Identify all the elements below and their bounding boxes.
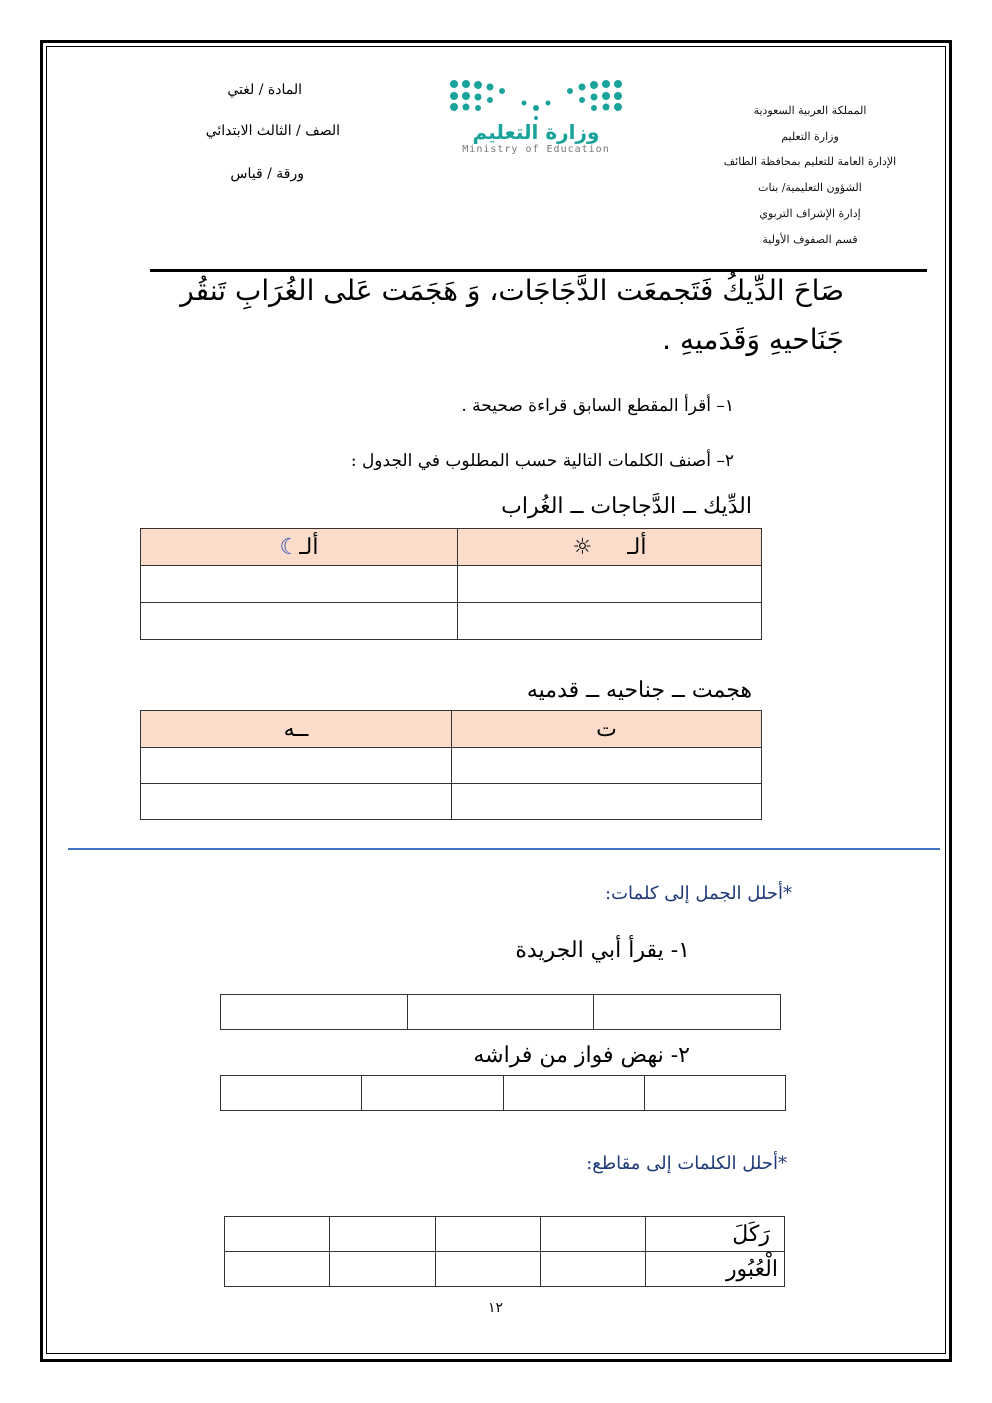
header-taa: ت — [452, 711, 762, 748]
header-line: المملكة العربية السعودية — [753, 104, 867, 117]
answer-cell[interactable] — [141, 784, 452, 820]
grade-label: الصف / الثالث الابتدائي — [205, 123, 340, 139]
word-list-2: هجمت ــ جناحيه ــ قدميه — [526, 678, 752, 703]
answer-cell[interactable] — [435, 1217, 540, 1252]
header-haa: ــه — [141, 711, 452, 748]
classify-al-table — [140, 528, 762, 640]
header-line: إدارة الإشراف التربوي — [759, 206, 861, 220]
header-line: الشؤون التعليمية/ بنات — [758, 181, 862, 195]
passage-line-2: جَنَاحيهِ وَقَدَميهِ . — [662, 323, 844, 356]
word-list-1: الدِّيك ــ الدَّجاجات ــ الغُراب — [501, 494, 752, 519]
answer-cell[interactable] — [221, 1076, 362, 1111]
answer-cell[interactable] — [141, 566, 458, 603]
page-number: ١٢ — [488, 1300, 504, 1316]
logo-arabic-text: وزارة التعليم — [472, 120, 600, 144]
answer-cell[interactable] — [458, 566, 762, 603]
answer-cell[interactable] — [141, 603, 458, 640]
section-divider — [68, 848, 940, 850]
sun-icon: ☼ — [572, 534, 593, 560]
subject-label: المادة / لغتي — [227, 82, 302, 98]
header-line: وزارة التعليم — [781, 129, 839, 143]
word-cell: رَكَلَ — [646, 1217, 785, 1252]
sentence-1: ١- يقرأ أبي الجريدة — [515, 938, 690, 963]
answer-cell[interactable] — [225, 1252, 330, 1287]
header-ministry-block — [710, 98, 910, 252]
answer-cell[interactable] — [540, 1252, 645, 1287]
answer-cell[interactable] — [503, 1076, 644, 1111]
answer-cell[interactable] — [362, 1076, 503, 1111]
classify-ending-table — [140, 710, 762, 820]
section-syllables-title: *أحلل الكلمات إلى مقاطع: — [586, 1153, 787, 1174]
syllables-table — [224, 1216, 785, 1287]
sentence-2: ٢- نهض فواز من فراشه — [473, 1043, 690, 1068]
answer-cell[interactable] — [435, 1252, 540, 1287]
passage-line-1: صَاحَ الدِّيكُ فَتَجمعَت الدَّجَاجَات، وَ هَجَمَت عَلى الغُرَابِ تَنقُر — [180, 274, 844, 307]
sentence-1-table — [220, 994, 781, 1030]
sentence-2-table — [220, 1075, 786, 1111]
moon-al-label: ألـ — [299, 534, 319, 560]
section-sentences-title: *أحلل الجمل إلى كلمات: — [605, 883, 792, 904]
word-cell: الْعُبُور — [646, 1252, 785, 1287]
question-2: ٢– أصنف الكلمات التالية حسب المطلوب في الجدول : — [350, 451, 734, 471]
answer-cell[interactable] — [452, 748, 762, 784]
question-1: ١– أقرأ المقطع السابق قراءة صحيحة . — [461, 396, 734, 416]
moon-icon: ☾ — [279, 534, 300, 560]
header-sun-letters — [458, 529, 762, 566]
answer-cell[interactable] — [225, 1217, 330, 1252]
answer-cell[interactable] — [458, 603, 762, 640]
answer-cell[interactable] — [330, 1217, 435, 1252]
sun-al-label: ألـ — [627, 534, 647, 560]
logo-dots-icon — [446, 76, 626, 120]
answer-cell[interactable] — [221, 995, 408, 1030]
answer-cell[interactable] — [407, 995, 594, 1030]
header-moon-letters — [141, 529, 458, 566]
answer-cell[interactable] — [452, 784, 762, 820]
answer-cell[interactable] — [644, 1076, 785, 1111]
header-rule — [150, 269, 927, 272]
sheet-type-label: ورقة / قياس — [230, 166, 304, 182]
header-line: الإدارة العامة للتعليم بمحافظة الطائف — [723, 155, 897, 169]
ministry-logo — [446, 76, 626, 155]
answer-cell[interactable] — [330, 1252, 435, 1287]
header-line: قسم الصفوف الأولية — [762, 232, 858, 246]
answer-cell[interactable] — [540, 1217, 645, 1252]
answer-cell[interactable] — [141, 748, 452, 784]
logo-english-text: Ministry of Education — [462, 144, 610, 155]
answer-cell[interactable] — [594, 995, 781, 1030]
